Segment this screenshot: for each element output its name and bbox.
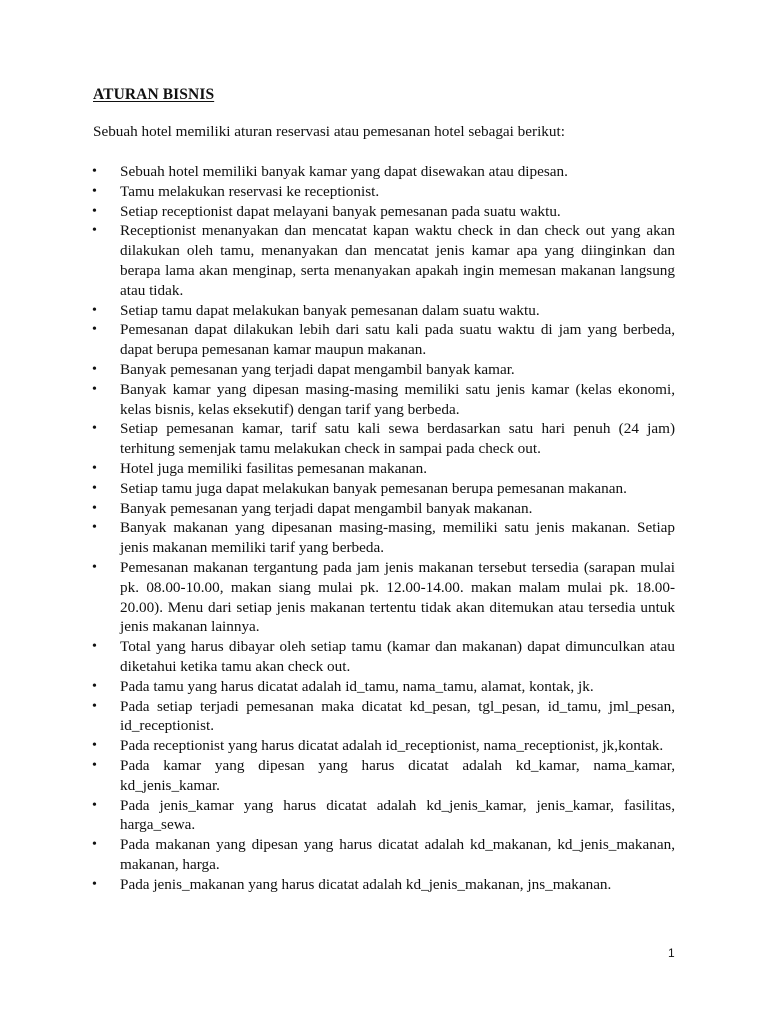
- business-rules-list: [93, 162, 675, 894]
- list-item: [93, 301, 675, 321]
- list-item: [93, 736, 675, 756]
- rule-text: Pemesanan makanan tergantung pada jam jenis makanan tersebut tersedia (sarapan mulai pk. 08.00-10.00, makan siang mulai pk. 12.00-14.00. makan malam mulai pk. 18.00-20.00). Menu dari setiap jenis makanan tertentu tidak akan ditemukan atau tersedia untuk jenis makanan lainnya.: [120, 558, 675, 636]
- bullet-icon: •: [92, 322, 97, 338]
- rule-text: Banyak kamar yang dipesan masing-masing memiliki satu jenis kamar (kelas ekonomi, kelas bisnis, kelas eksekutif) dengan tarif yang berbeda.: [120, 380, 675, 418]
- list-item: [93, 221, 675, 300]
- rule-text: Pada kamar yang dipesan yang harus dicatat adalah kd_kamar, nama_kamar, kd_jenis_kamar.: [120, 756, 675, 794]
- document-title: ATURAN BISNIS: [93, 86, 215, 103]
- bullet-icon: •: [92, 500, 97, 516]
- bullet-icon: •: [92, 876, 97, 892]
- bullet-icon: •: [92, 639, 97, 655]
- list-item: [93, 875, 675, 895]
- list-item: [93, 835, 675, 875]
- bullet-icon: •: [92, 837, 97, 853]
- bullet-icon: •: [92, 698, 97, 714]
- bullet-icon: •: [92, 421, 97, 437]
- rule-text: Banyak pemesanan yang terjadi dapat mengambil banyak kamar.: [120, 360, 515, 378]
- bullet-icon: •: [92, 559, 97, 575]
- bullet-icon: •: [92, 757, 97, 773]
- bullet-icon: •: [92, 460, 97, 476]
- list-item: [93, 697, 675, 737]
- rule-text: Setiap tamu juga dapat melakukan banyak pemesanan berupa pemesanan makanan.: [120, 479, 627, 497]
- rule-text: Pada tamu yang harus dicatat adalah id_tamu, nama_tamu, alamat, kontak, jk.: [120, 677, 594, 695]
- bullet-icon: •: [92, 361, 97, 377]
- list-item: [93, 419, 675, 459]
- bullet-icon: •: [92, 520, 97, 536]
- rule-text: Total yang harus dibayar oleh setiap tamu (kamar dan makanan) dapat dimunculkan atau diketahui ketika tamu akan check out.: [120, 638, 675, 675]
- bullet-icon: •: [92, 738, 97, 754]
- list-item: [93, 558, 675, 637]
- list-item: [93, 320, 675, 360]
- list-item: [93, 202, 675, 222]
- list-item: [93, 677, 675, 697]
- rule-text: Sebuah hotel memiliki banyak kamar yang dapat disewakan atau dipesan.: [120, 163, 568, 180]
- rule-text: Receptionist menanyakan dan mencatat kapan waktu check in dan check out yang akan dilakukan oleh tamu, menanyakan dan mencatat jenis kamar apa yang diinginkan dan berapa lama akan menginap, serta menanyakan apakah ingin memesan makanan langsung atau tidak.: [120, 222, 675, 299]
- bullet-icon: •: [92, 223, 97, 239]
- bullet-icon: •: [92, 164, 97, 179]
- rule-text: Banyak makanan yang dipesanan masing-masing, memiliki satu jenis makanan. Setiap jenis makanan memiliki tarif yang berbeda.: [120, 519, 675, 557]
- rule-text: Pada receptionist yang harus dicatat adalah id_receptionist, nama_receptionist, jk,kontak.: [120, 737, 664, 755]
- rule-text: Tamu melakukan reservasi ke receptionist.: [120, 182, 380, 200]
- rule-text: Pada jenis_makanan yang harus dicatat adalah kd_jenis_makanan, jns_makanan.: [120, 875, 612, 893]
- bullet-icon: •: [92, 183, 97, 199]
- list-item: [93, 796, 675, 836]
- list-item: [93, 380, 675, 420]
- bullet-icon: •: [92, 480, 97, 496]
- list-item: [93, 499, 675, 519]
- bullet-icon: •: [92, 203, 97, 219]
- rule-text: Setiap receptionist dapat melayani banyak pemesanan pada suatu waktu.: [120, 202, 561, 220]
- list-item: [93, 756, 675, 796]
- bullet-icon: •: [92, 381, 97, 397]
- list-item: [93, 162, 675, 182]
- intro-paragraph: Sebuah hotel memiliki aturan reservasi atau pemesanan hotel sebagai berikut:: [93, 123, 565, 140]
- page-number: 1: [668, 946, 675, 960]
- list-item: [93, 637, 675, 677]
- list-item: [93, 459, 675, 479]
- bullet-icon: •: [92, 797, 97, 813]
- rule-text: Setiap tamu dapat melakukan banyak pemesanan dalam suatu waktu.: [120, 301, 540, 319]
- list-item: [93, 479, 675, 499]
- list-item: [93, 518, 675, 558]
- rule-text: Pada setiap terjadi pemesanan maka dicatat kd_pesan, tgl_pesan, id_tamu, jml_pesan, id_receptionist.: [120, 697, 675, 735]
- rule-text: Pemesanan dapat dilakukan lebih dari satu kali pada suatu waktu di jam yang berbeda, dapat berupa pemesanan kamar maupun makanan.: [120, 321, 675, 359]
- rule-text: Pada jenis_kamar yang harus dicatat adalah kd_jenis_kamar, jenis_kamar, fasilitas, harga_sewa.: [120, 796, 675, 834]
- bullet-icon: •: [92, 302, 97, 318]
- list-item: [93, 360, 675, 380]
- rule-text: Pada makanan yang dipesan yang harus dicatat adalah kd_makanan, kd_jenis_makanan, makanan, harga.: [120, 836, 675, 873]
- rule-text: Banyak pemesanan yang terjadi dapat mengambil banyak makanan.: [120, 499, 533, 517]
- rule-text: Hotel juga memiliki fasilitas pemesanan makanan.: [120, 459, 428, 477]
- bullet-icon: •: [92, 678, 97, 694]
- rule-text: Setiap pemesanan kamar, tarif satu kali sewa berdasarkan satu hari penuh (24 jam) terhitung semenjak tamu melakukan check in sampai pada check out.: [120, 420, 675, 458]
- list-item: [93, 182, 675, 202]
